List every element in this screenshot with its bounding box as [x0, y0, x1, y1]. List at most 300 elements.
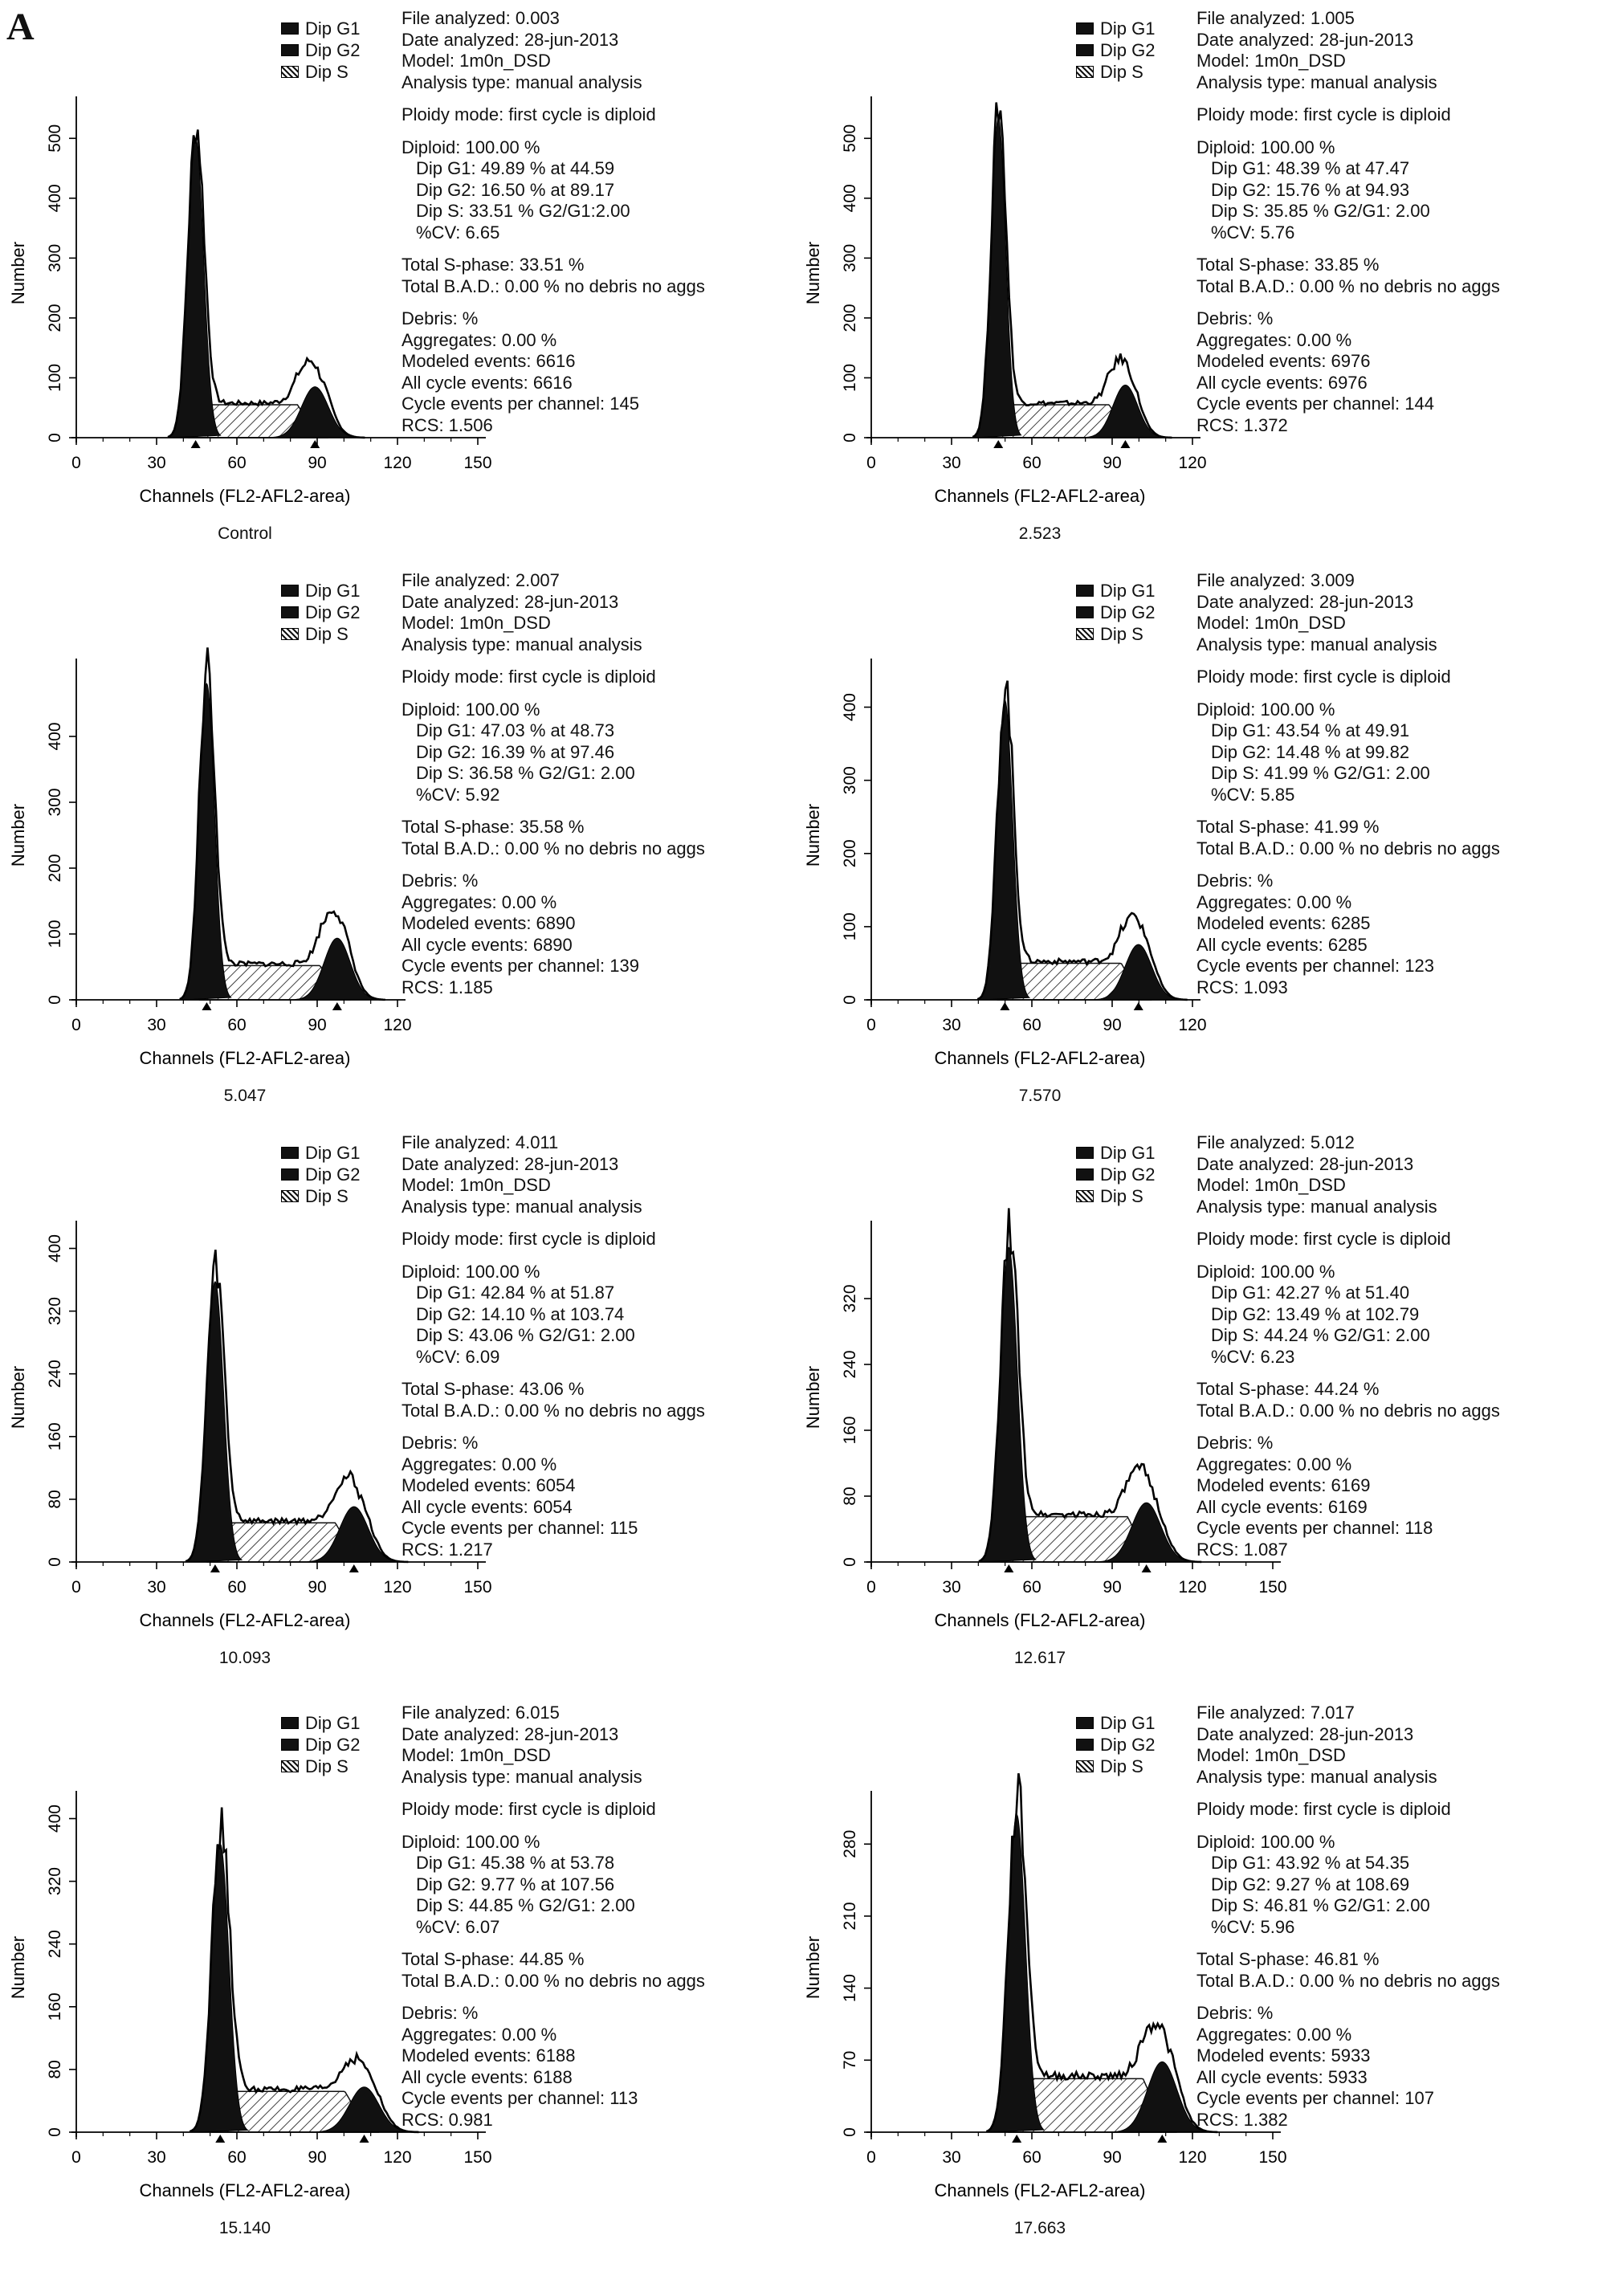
info-line: RCS: 1.087 [1196, 1539, 1288, 1560]
info-line: Analysis type: manual analysis [1196, 71, 1437, 92]
x-tick-label: 60 [1022, 454, 1042, 472]
spacer [1196, 126, 1500, 137]
info-line: %CV: 6.23 [1211, 1346, 1295, 1367]
x-tick-label: 0 [866, 1016, 876, 1034]
info-line: Aggregates: 0.00 % [1196, 891, 1352, 912]
legend-swatch [1076, 44, 1094, 56]
x-tick-label: 0 [71, 454, 81, 472]
spacer [1196, 1992, 1500, 2003]
spacer [1196, 297, 1500, 308]
y-tick-label: 80 [841, 1486, 859, 1506]
info-line: Total B.A.D.: 0.00 % no debris no aggs [1196, 275, 1500, 296]
analysis-info [1196, 1132, 1500, 1560]
info-line: Total S-phase: 43.06 % [402, 1379, 585, 1399]
info-line: Aggregates: 0.00 % [1196, 1454, 1352, 1474]
info-line: Model: 1m0n_DSD [402, 613, 551, 633]
info-line: RCS: 1.185 [402, 977, 493, 997]
info-line: Model: 1m0n_DSD [1196, 613, 1346, 633]
info-line: Diploid: 100.00 % [402, 1831, 540, 1852]
info-line: RCS: 1.382 [1196, 2109, 1288, 2130]
x-tick-label: 0 [866, 454, 876, 472]
spacer [1196, 1217, 1500, 1229]
info-line: Analysis type: manual analysis [1196, 1196, 1437, 1217]
info-line: %CV: 6.65 [416, 222, 500, 243]
info-line: Dip G2: 14.10 % at 103.74 [416, 1303, 625, 1324]
legend-swatch [1076, 22, 1094, 35]
x-tick-label: 150 [463, 2148, 492, 2167]
info-line: Model: 1m0n_DSD [1196, 1175, 1346, 1195]
legend-item-dip-g2 [281, 1734, 360, 1756]
info-line: Ploidy mode: first cycle is diploid [1196, 104, 1451, 124]
histogram-panel [0, 1694, 795, 2257]
x-tick-label: 60 [1022, 1016, 1042, 1034]
info-line: Dip G2: 16.39 % at 97.46 [416, 741, 615, 762]
legend-item-dip-s [1076, 1185, 1155, 1207]
x-tick-label: 150 [463, 454, 492, 472]
info-line: Diploid: 100.00 % [1196, 699, 1335, 720]
legend-label: Dip G1 [305, 581, 361, 601]
y-tick-label: 300 [46, 243, 64, 272]
y-tick-label: 400 [841, 184, 859, 213]
info-line: Cycle events per channel: 123 [1196, 956, 1434, 976]
x-tick-label: 60 [1022, 2148, 1042, 2167]
y-tick-label: 0 [841, 2127, 859, 2137]
y-tick-label: 0 [46, 433, 64, 442]
y-tick-label: 160 [841, 1416, 859, 1445]
y-tick-label: 200 [46, 304, 64, 332]
info-line: Dip G1: 48.39 % at 47.47 [1211, 158, 1410, 178]
g1-peak [182, 683, 231, 1000]
legend-swatch [281, 1190, 299, 1202]
analysis-info [402, 1703, 705, 2131]
info-line: Dip G1: 49.89 % at 44.59 [416, 158, 615, 178]
x-tick-label: 60 [227, 2148, 247, 2167]
legend-label: Dip G2 [1100, 602, 1156, 622]
info-line: Debris: % [1196, 2003, 1274, 2023]
analysis-info [1196, 8, 1500, 436]
legend-label: Dip S [305, 1756, 349, 1776]
info-line: File analyzed: 3.009 [1196, 570, 1355, 590]
info-line: Analysis type: manual analysis [402, 71, 642, 92]
info-line: Total B.A.D.: 0.00 % no debris no aggs [1196, 838, 1500, 858]
x-tick-label: 0 [866, 1578, 876, 1597]
analysis-info [402, 570, 705, 998]
info-line: Cycle events per channel: 118 [1196, 1518, 1433, 1538]
info-line: Total S-phase: 44.24 % [1196, 1379, 1380, 1399]
legend-label: Dip S [305, 62, 349, 82]
info-line: Ploidy mode: first cycle is diploid [1196, 1229, 1451, 1249]
info-line: Diploid: 100.00 % [402, 1261, 540, 1282]
x-tick-label: 120 [383, 1016, 412, 1034]
x-tick-label: 30 [942, 454, 961, 472]
g1-peak [170, 138, 220, 438]
info-line: All cycle events: 6285 [1196, 934, 1368, 955]
legend-swatch [281, 66, 299, 78]
y-tick-label: 0 [841, 433, 859, 442]
info-line: Dip G2: 15.76 % at 94.93 [1211, 179, 1410, 200]
legend [281, 18, 360, 83]
info-line: Dip G2: 13.49 % at 102.79 [1211, 1303, 1420, 1324]
panel-caption: 5.047 [223, 1087, 267, 1105]
peak-marker [215, 2135, 225, 2143]
spacer [402, 243, 705, 255]
legend-label: Dip S [305, 624, 349, 644]
histogram-panel [795, 1124, 1590, 1686]
info-line: Ploidy mode: first cycle is diploid [1196, 667, 1451, 687]
y-tick-label: 400 [46, 184, 64, 213]
x-tick-label: 120 [1178, 454, 1207, 472]
spacer [402, 297, 705, 308]
y-tick-label: 320 [46, 1297, 64, 1326]
legend-label: Dip G1 [1100, 581, 1156, 601]
info-line: All cycle events: 6976 [1196, 372, 1368, 393]
info-line: All cycle events: 6890 [402, 934, 573, 955]
histogram-panel [0, 1124, 795, 1686]
info-line: Cycle events per channel: 145 [402, 394, 639, 414]
legend-label: Dip G1 [305, 18, 361, 39]
y-tick-label: 240 [841, 1350, 859, 1379]
legend-label: Dip G2 [305, 602, 361, 622]
y-axis-title: Number [803, 1365, 823, 1429]
y-tick-label: 160 [46, 1992, 64, 2021]
peak-marker [993, 440, 1003, 448]
info-line: Total B.A.D.: 0.00 % no debris no aggs [402, 838, 705, 858]
spacer [402, 1938, 705, 1949]
info-line: Model: 1m0n_DSD [402, 1745, 551, 1765]
g1-peak [981, 1247, 1036, 1562]
info-line: File analyzed: 6.015 [402, 1703, 560, 1723]
legend-label: Dip G2 [305, 1164, 361, 1185]
info-line: Dip S: 41.99 % G2/G1: 2.00 [1211, 763, 1430, 783]
legend-item-dip-g1 [1076, 1712, 1155, 1734]
spacer [1196, 1821, 1500, 1832]
peak-marker [332, 1002, 342, 1010]
info-line: %CV: 5.85 [1211, 784, 1295, 805]
panel-caption: 2.523 [1018, 524, 1062, 543]
panel-caption: 17.663 [1013, 2219, 1066, 2237]
y-axis-title: Number [803, 241, 823, 305]
x-tick-label: 90 [308, 1578, 327, 1597]
x-tick-label: 0 [71, 1578, 81, 1597]
spacer [402, 1788, 705, 1799]
info-line: Debris: % [402, 1433, 479, 1453]
info-line: Debris: % [402, 2003, 479, 2023]
legend-item-dip-g1 [281, 1142, 360, 1164]
x-tick-label: 150 [1258, 1578, 1287, 1597]
info-line: Analysis type: manual analysis [1196, 634, 1437, 655]
legend-item-dip-s [1076, 623, 1155, 645]
info-line: Total B.A.D.: 0.00 % no debris no aggs [1196, 1970, 1500, 1991]
x-tick-label: 90 [308, 1016, 327, 1034]
spacer [402, 1368, 705, 1379]
legend-item-dip-s [281, 623, 360, 645]
y-axis-title: Number [8, 241, 28, 305]
spacer [402, 1992, 705, 2003]
legend-swatch [281, 585, 299, 597]
x-tick-label: 120 [383, 1578, 412, 1597]
y-tick-label: 0 [46, 995, 64, 1005]
info-line: Diploid: 100.00 % [402, 137, 540, 157]
x-tick-label: 90 [1103, 1578, 1122, 1597]
peak-marker [210, 1564, 220, 1572]
legend-item-dip-g1 [281, 1712, 360, 1734]
info-line: Diploid: 100.00 % [1196, 1261, 1335, 1282]
y-tick-label: 300 [841, 243, 859, 272]
y-tick-label: 400 [46, 1234, 64, 1263]
info-line: Cycle events per channel: 113 [402, 2088, 638, 2108]
x-tick-label: 30 [942, 2148, 961, 2167]
info-line: Dip S: 36.58 % G2/G1: 2.00 [416, 763, 635, 783]
y-tick-label: 240 [46, 1360, 64, 1389]
info-line: Analysis type: manual analysis [402, 634, 642, 655]
x-tick-label: 120 [1178, 2148, 1207, 2167]
legend-swatch [1076, 1760, 1094, 1772]
spacer [402, 655, 705, 667]
info-line: Total S-phase: 35.58 % [402, 817, 585, 837]
analysis-info [1196, 570, 1500, 998]
spacer [402, 1217, 705, 1229]
info-line: RCS: 1.372 [1196, 414, 1288, 435]
info-line: Modeled events: 6285 [1196, 913, 1371, 933]
legend-swatch [1076, 1717, 1094, 1729]
x-tick-label: 60 [227, 454, 247, 472]
y-tick-label: 200 [46, 854, 64, 883]
info-line: Modeled events: 5933 [1196, 2045, 1371, 2066]
x-tick-label: 120 [383, 2148, 412, 2167]
y-tick-label: 300 [46, 788, 64, 817]
legend-swatch [1076, 1739, 1094, 1751]
g1-peak [188, 1282, 242, 1562]
spacer [402, 1421, 705, 1433]
y-tick-label: 0 [46, 2127, 64, 2137]
info-line: Cycle events per channel: 107 [1196, 2088, 1434, 2108]
y-axis-title: Number [8, 1365, 28, 1429]
x-tick-label: 90 [308, 2148, 327, 2167]
x-tick-label: 150 [463, 1578, 492, 1597]
peak-marker [191, 440, 201, 448]
y-tick-label: 400 [46, 1805, 64, 1833]
legend-item-dip-g2 [281, 39, 360, 61]
legend-swatch [1076, 1168, 1094, 1181]
info-line: Aggregates: 0.00 % [1196, 329, 1352, 350]
info-line: Date analyzed: 28-jun-2013 [1196, 591, 1414, 612]
peak-marker [1134, 1002, 1143, 1010]
info-line: Model: 1m0n_DSD [1196, 1745, 1346, 1765]
y-tick-label: 100 [46, 363, 64, 392]
y-tick-label: 500 [841, 124, 859, 153]
histogram-panel [795, 0, 1590, 562]
legend-swatch [281, 1760, 299, 1772]
info-line: Dip G2: 16.50 % at 89.17 [416, 179, 615, 200]
info-line: Dip S: 44.85 % G2/G1: 2.00 [416, 1895, 635, 1915]
info-line: Dip G1: 43.92 % at 54.35 [1211, 1853, 1410, 1873]
x-tick-label: 60 [227, 1578, 247, 1597]
info-line: %CV: 5.76 [1211, 222, 1295, 243]
legend-label: Dip S [305, 1186, 349, 1206]
x-axis-title: Channels (FL2-AFL2-area) [139, 1610, 351, 1630]
info-line: RCS: 1.217 [402, 1539, 493, 1560]
y-tick-label: 140 [841, 1974, 859, 2003]
legend-item-dip-g2 [1076, 1734, 1155, 1756]
legend-swatch [1076, 1147, 1094, 1159]
info-line: Modeled events: 6054 [402, 1475, 576, 1495]
panel-caption: 15.140 [218, 2219, 271, 2237]
info-line: Total B.A.D.: 0.00 % no debris no aggs [402, 1970, 705, 1991]
info-line: Modeled events: 6890 [402, 913, 576, 933]
info-line: Debris: % [1196, 871, 1274, 891]
legend-label: Dip G1 [1100, 18, 1156, 39]
x-tick-label: 30 [942, 1016, 961, 1034]
legend-swatch [281, 22, 299, 35]
legend-item-dip-g1 [1076, 580, 1155, 602]
spacer [1196, 1788, 1500, 1799]
info-line: File analyzed: 4.011 [402, 1132, 559, 1152]
x-tick-label: 60 [227, 1016, 247, 1034]
info-line: Date analyzed: 28-jun-2013 [402, 1153, 619, 1174]
info-line: RCS: 1.506 [402, 414, 493, 435]
x-tick-label: 150 [1258, 2148, 1287, 2167]
info-line: Dip G1: 45.38 % at 53.78 [416, 1853, 615, 1873]
legend-swatch [1076, 628, 1094, 640]
legend-swatch [281, 1147, 299, 1159]
legend-swatch [281, 1168, 299, 1181]
info-line: Total S-phase: 33.85 % [1196, 255, 1380, 275]
info-line: Modeled events: 6976 [1196, 351, 1371, 371]
info-line: Aggregates: 0.00 % [402, 329, 557, 350]
y-tick-label: 200 [841, 839, 859, 868]
legend-item-dip-g2 [1076, 602, 1155, 623]
legend-item-dip-g2 [281, 602, 360, 623]
x-tick-label: 90 [1103, 2148, 1122, 2167]
info-line: All cycle events: 6188 [402, 2066, 573, 2087]
y-tick-label: 210 [841, 1902, 859, 1931]
legend [281, 580, 360, 645]
legend [1076, 18, 1155, 83]
legend [1076, 1712, 1155, 1777]
info-line: Debris: % [402, 308, 479, 328]
spacer [402, 126, 705, 137]
info-line: Aggregates: 0.00 % [1196, 2024, 1352, 2045]
legend-item-dip-s [281, 61, 360, 83]
histogram-panel [0, 562, 795, 1124]
x-tick-label: 0 [71, 1016, 81, 1034]
peak-marker [1142, 1564, 1152, 1572]
info-line: %CV: 5.96 [1211, 1916, 1295, 1937]
info-line: Aggregates: 0.00 % [402, 1454, 557, 1474]
info-line: Date analyzed: 28-jun-2013 [402, 591, 619, 612]
spacer [1196, 688, 1500, 699]
info-line: Analysis type: manual analysis [402, 1196, 642, 1217]
info-line: Total S-phase: 46.81 % [1196, 1949, 1380, 1969]
info-line: Total B.A.D.: 0.00 % no debris no aggs [402, 275, 705, 296]
info-line: Cycle events per channel: 139 [402, 956, 639, 976]
info-line: Cycle events per channel: 144 [1196, 394, 1434, 414]
info-line: Debris: % [1196, 1433, 1274, 1453]
y-tick-label: 320 [841, 1284, 859, 1313]
peak-marker [1000, 1002, 1009, 1010]
x-tick-label: 30 [147, 1578, 166, 1597]
x-axis-title: Channels (FL2-AFL2-area) [934, 1610, 1146, 1630]
info-line: Dip G1: 43.54 % at 49.91 [1211, 720, 1410, 740]
info-line: Dip S: 43.06 % G2/G1: 2.00 [416, 1325, 635, 1345]
g1-peak [975, 118, 1021, 438]
y-tick-label: 400 [841, 693, 859, 722]
analysis-info [402, 1132, 705, 1560]
x-tick-label: 30 [147, 454, 166, 472]
legend-item-dip-s [281, 1185, 360, 1207]
x-axis-title: Channels (FL2-AFL2-area) [934, 2180, 1146, 2200]
legend [281, 1142, 360, 1207]
peak-marker [360, 2135, 369, 2143]
x-tick-label: 30 [942, 1578, 961, 1597]
legend-item-dip-g2 [281, 1164, 360, 1185]
info-line: Total B.A.D.: 0.00 % no debris no aggs [402, 1400, 705, 1421]
info-line: Date analyzed: 28-jun-2013 [402, 1723, 619, 1744]
legend-swatch [1076, 606, 1094, 618]
legend-label: Dip G1 [1100, 1713, 1156, 1733]
spacer [402, 1250, 705, 1262]
panel-caption: 12.617 [1013, 1649, 1066, 1667]
panel-caption: 10.093 [218, 1649, 271, 1667]
y-axis-title: Number [8, 803, 28, 867]
info-line: All cycle events: 6616 [402, 372, 573, 393]
x-axis-title: Channels (FL2-AFL2-area) [934, 1048, 1146, 1068]
info-line: Dip G1: 42.27 % at 51.40 [1211, 1283, 1410, 1303]
info-line: Diploid: 100.00 % [1196, 1831, 1335, 1852]
info-line: Dip G1: 42.84 % at 51.87 [416, 1283, 615, 1303]
peak-marker [1012, 2135, 1021, 2143]
spacer [402, 859, 705, 871]
legend-label: Dip G1 [305, 1713, 361, 1733]
histogram-panel [795, 1694, 1590, 2257]
info-line: Dip G2: 9.77 % at 107.56 [416, 1874, 615, 1894]
info-line: RCS: 1.093 [1196, 977, 1288, 997]
peak-marker [310, 440, 320, 448]
legend-label: Dip S [1100, 1756, 1143, 1776]
info-line: RCS: 0.981 [402, 2109, 493, 2130]
spacer [1196, 243, 1500, 255]
spacer [1196, 93, 1500, 104]
spacer [1196, 1421, 1500, 1433]
legend [281, 1712, 360, 1777]
g1-peak [192, 1844, 247, 2132]
info-line: Date analyzed: 28-jun-2013 [1196, 29, 1414, 50]
legend-label: Dip S [1100, 624, 1143, 644]
info-line: File analyzed: 0.003 [402, 8, 560, 28]
y-tick-label: 80 [46, 1490, 64, 1509]
y-tick-label: 300 [841, 766, 859, 795]
peak-marker [1120, 440, 1130, 448]
info-line: Dip S: 46.81 % G2/G1: 2.00 [1211, 1895, 1430, 1915]
y-tick-label: 400 [46, 722, 64, 751]
y-axis-title: Number [803, 803, 823, 867]
histogram-panel [0, 0, 795, 562]
legend-label: Dip G2 [305, 1735, 361, 1755]
y-tick-label: 240 [46, 1930, 64, 1959]
legend-item-dip-g1 [281, 580, 360, 602]
spacer [1196, 1250, 1500, 1262]
y-tick-label: 100 [841, 912, 859, 941]
legend-swatch [281, 1739, 299, 1751]
panel-caption: 7.570 [1018, 1087, 1062, 1105]
info-line: All cycle events: 5933 [1196, 2066, 1368, 2087]
info-line: Dip G2: 9.27 % at 108.69 [1211, 1874, 1410, 1894]
x-axis-title: Channels (FL2-AFL2-area) [139, 1048, 351, 1068]
spacer [1196, 655, 1500, 667]
x-axis-title: Channels (FL2-AFL2-area) [139, 486, 351, 506]
info-line: Modeled events: 6616 [402, 351, 576, 371]
y-tick-label: 160 [46, 1422, 64, 1451]
